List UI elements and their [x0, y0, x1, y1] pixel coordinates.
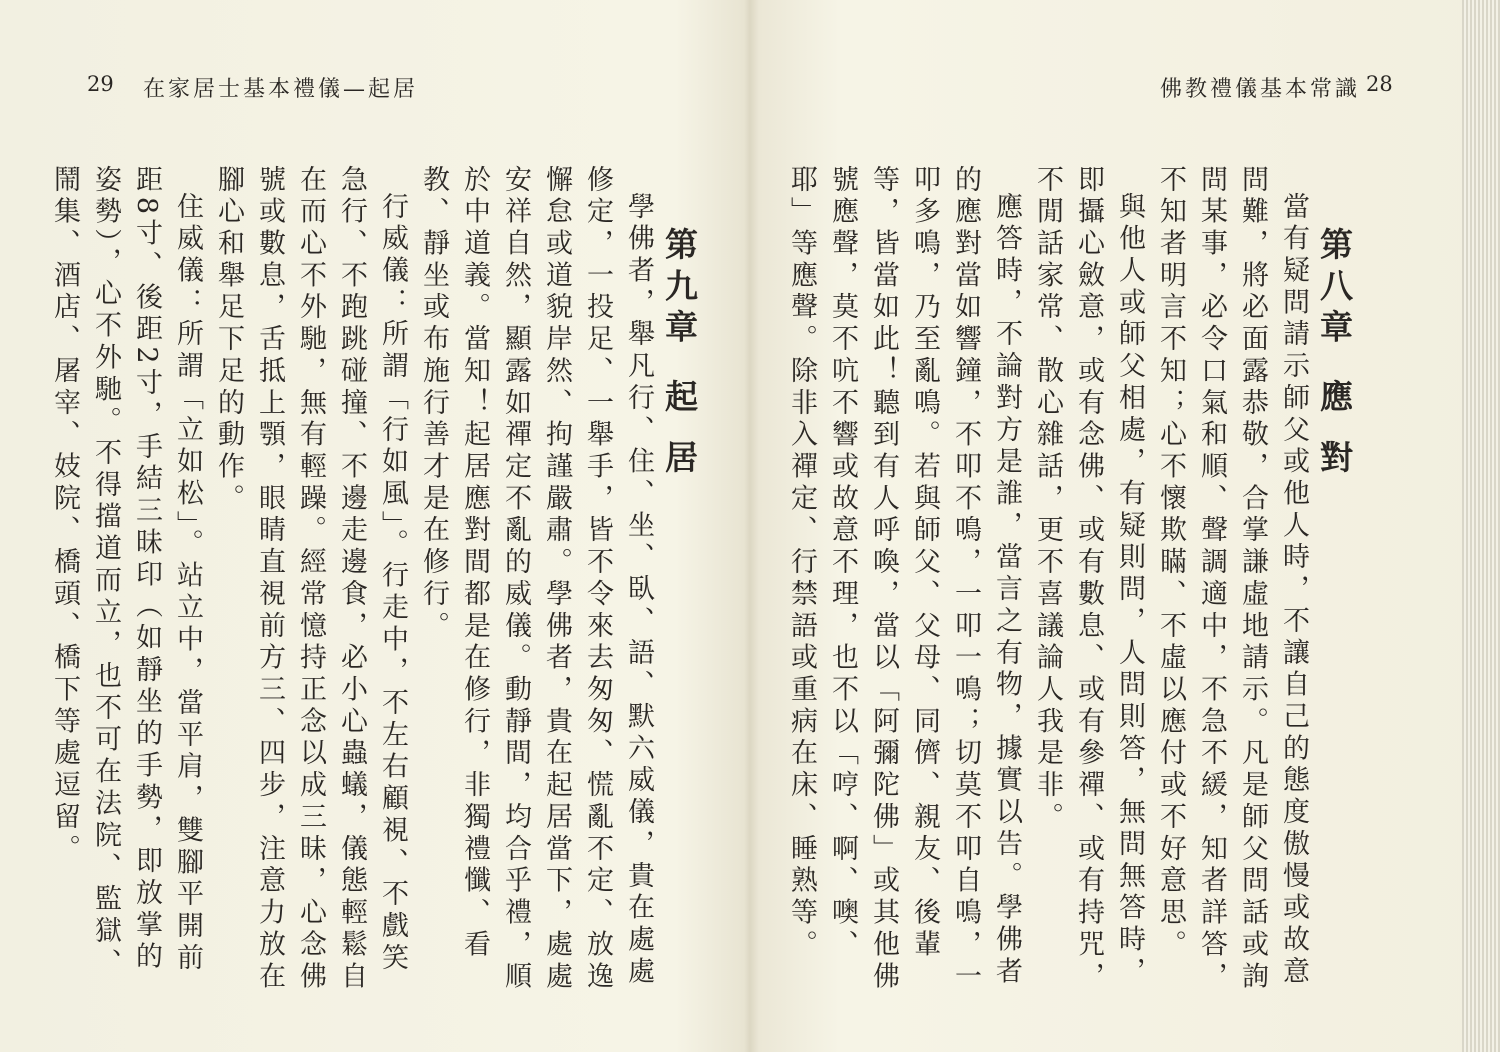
- chapter-9-heading: 第九章: [660, 227, 699, 351]
- chapter-8-title: [1314, 165, 1355, 995]
- chapter-8-heading: 第八章: [1315, 227, 1354, 351]
- chapter-8-name: 應 對: [1315, 378, 1354, 481]
- right-page-number: 28: [1366, 72, 1393, 96]
- page-edges: [1462, 0, 1500, 1052]
- paragraph: 與他人或師父相處，有疑則問，人問則答，無問無答時，即攝心斂意，或有念佛、或有數息、或有參禪、或有持咒，不閒話家常、散心雜話，更不喜議論人我是非。: [1032, 165, 1145, 994]
- left-page-number: 29: [87, 72, 114, 96]
- left-page-body: [49, 165, 700, 995]
- right-running-title: 佛教禮儀基本常識: [1160, 77, 1361, 102]
- paragraph: 應答時，不論對方是誰，當言之有物，據實以告。學佛者的應對當如響鐘，不叩不鳴，一叩一鳴；切莫不叩自鳴，一叩多鳴，乃至亂鳴。若與師父、父母、同儕、親友、後輩等，皆當如此！聽到有人呼喚，當以「阿彌陀佛」或其他佛號應聲，莫不吭不響或故意不理，也不以「哼、啊、噢、耶」等應聲。除非入禪定、行禁語或重病在床、睡熟等。: [786, 165, 1022, 994]
- paragraph: 住威儀：所謂「立如松」。站立中，當平肩，雙腳平開前距8寸、後距2寸，手結三昧印（如靜坐的手勢，即放掌的姿勢），心不外馳。不得擋道而立，也不可在法院、監獄、鬧集、酒店、屠宰、妓院、橋頭、橋下等處逗留。: [49, 165, 203, 980]
- paragraph: 當有疑問請示師父或他人時，不讓自己的態度傲慢或故意問難，將必面露恭敬，合掌謙虛地請示。凡是師父問話或詢問某事，必令口氣和順、聲調適中，不急不緩，知者詳答，不知者明言不知；心不懷欺瞞、不虛以應付或不好意思。: [1155, 165, 1309, 994]
- chapter-9-name: 起 居: [660, 378, 699, 481]
- right-page: [750, 0, 1462, 1052]
- left-running-title: 在家居士基本禮儀—起居: [143, 77, 419, 102]
- paragraph: 行威儀：所謂「行如風」。行走中，不左右顧視、不戲笑急行、不跑跳碰撞、不邊走邊食，必小心蟲蟻，儀態輕鬆自在而心不外馳，無有輕躁。經常憶持正念以成三昧，心念佛號或數息，舌抵上顎，眼睛直視前方三、四步，注意力放在腳心和舉足下足的動作。: [213, 165, 408, 994]
- right-page-body: [786, 165, 1355, 995]
- paragraph: 學佛者，舉凡行、住、坐、臥、語、默六威儀，貴在處處修定，一投足、一舉手，皆不令來去匆匆、慌亂不定、放逸懈怠或道貌岸然、拘謹嚴肅。學佛者，貴在起居當下，處處安祥自然，顯露如禪定不亂的威儀。動靜間，均合乎禮，順於中道義。當知！起居應對間都是在修行，非獨禮懺、看教、靜坐或布施行善才是在修行。: [418, 165, 654, 994]
- chapter-9-title: [659, 165, 700, 995]
